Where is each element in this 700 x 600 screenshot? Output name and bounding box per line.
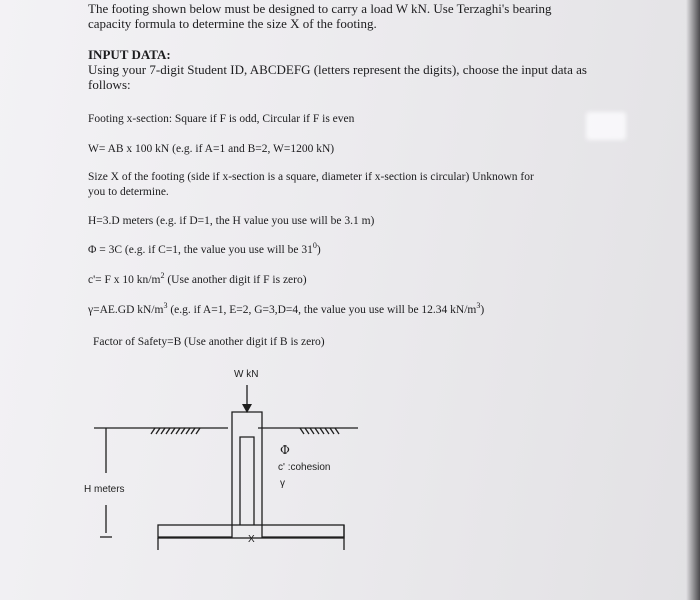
unit-weight-rule-end: ) (480, 304, 485, 316)
phi-rule-end: ) (316, 244, 321, 256)
input-heading: INPUT DATA: (88, 47, 171, 62)
x-label: X (248, 534, 255, 545)
input-line-2: follows: (88, 77, 131, 92)
ground-hatch-right (300, 428, 339, 434)
light-glare (586, 112, 626, 140)
input-line-1: Using your 7-digit Student ID, ABCDEFG (letters represent the digits), choose the input data as (88, 62, 587, 77)
unit-weight-rule-text: γ=AE.GD kN/m (88, 304, 164, 316)
size-x-line-2: you to determine. (88, 186, 169, 198)
unit-weight-rule-sup: 3 (163, 301, 168, 311)
load-w-rule: W= AB x 100 kN (e.g. if A=1 and B=2, W=1200 kN) (88, 143, 335, 155)
cohesion-rule-sup: 2 (160, 271, 165, 281)
unit-weight-rule-sup-2: 3 (476, 301, 481, 311)
factor-of-safety-rule: Factor of Safety=B (Use another digit if B is zero) (93, 336, 325, 348)
unit-weight-rule-example: (e.g. if A=1, E=2, G=3,D=4, the value you use will be 12.34 kN/m (167, 304, 477, 316)
page-edge-shadow (686, 0, 700, 600)
phi-rule-text: Φ = 3C (e.g. if C=1, the value you use will be 31 (88, 244, 313, 256)
unit-weight-rule (88, 302, 484, 318)
h-rule: H=3.D meters (e.g. if D=1, the H value you use will be 3.1 m) (88, 215, 375, 227)
ground-hatch-left (151, 428, 200, 434)
column-outline (232, 412, 262, 538)
cohesion-rule (88, 272, 307, 288)
phi-rule (88, 242, 321, 258)
phi-label: Φ (280, 443, 290, 457)
size-x-line-1: Size X of the footing (side if x-section is a square, diameter if x-section is circular) Unknown for (88, 171, 534, 183)
cohesion-label: c' :cohesion (278, 462, 331, 473)
cohesion-rule-end: (Use another digit if F is zero) (164, 274, 307, 286)
load-label: W kN (234, 369, 259, 380)
phi-rule-sup: 0 (312, 241, 317, 251)
footing-section-rule: Footing x-section: Square if F is odd, Circular if F is even (88, 113, 355, 125)
h-meters-label: H meters (84, 484, 125, 495)
column-inner (240, 437, 254, 525)
intro-line-1: The footing shown below must be designed to carry a load W kN. Use Terzaghi's bearing (88, 1, 552, 16)
intro-line-2: capacity formula to determine the size X of the footing. (88, 16, 377, 31)
cohesion-rule-text: c'= F x 10 kn/m (88, 274, 161, 286)
unit-weight-label: γ (280, 478, 285, 489)
footing-diagram (0, 355, 700, 565)
